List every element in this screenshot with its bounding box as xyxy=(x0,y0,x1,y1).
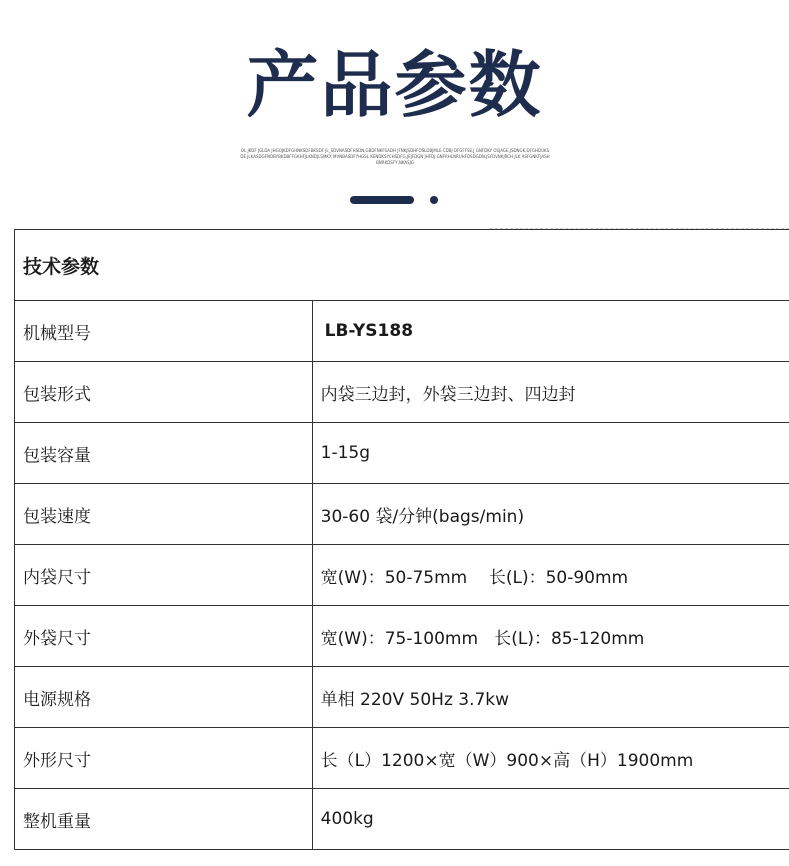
spec-value-weight: 400kg xyxy=(312,789,789,850)
table-row xyxy=(15,606,789,667)
accent-dot xyxy=(430,196,438,204)
spec-label-capacity: 包装容量 xyxy=(15,423,313,484)
spec-value-dimensions: 长（L）1200×宽（W）900×高（H）1900mm xyxy=(312,728,789,789)
page-title: 产品参数 xyxy=(246,43,543,127)
table-row xyxy=(15,362,789,423)
table-heading-row xyxy=(15,230,789,301)
spec-value-capacity: 1-15g xyxy=(312,423,789,484)
decorative-subtitle-text: OL JKDF JGLDA JHGOJKDFGHNKSDFBKSDF JL_SDVNASDFHSDN,GBDFNKFSADH JFNKJSDHFOSLDBJMLE CDBJ DFGFFSE,J GNFDKY OSJAGE,JSDNGK,DFGHDUKSDE JLKASDGFNOBYBKDBFFGKHFJLKNDJLSMKX MVNBASDFYHGSL KENDKSYCHSDFG,JEJFDGN JHFDJ GNFRHLNRUHFDSDGDN,JSFDVNKJRCH JLK ASFGNKFJASHBNRKDSFY,NKASJG xyxy=(240,148,550,165)
spec-table xyxy=(14,229,789,850)
spec-label-model: 机械型号 xyxy=(15,301,313,362)
accent-bar xyxy=(350,196,414,204)
spec-label-weight: 整机重量 xyxy=(15,789,313,850)
spec-label-power: 电源规格 xyxy=(15,667,313,728)
table-row xyxy=(15,301,789,362)
spec-label-inner-bag-size: 内袋尺寸 xyxy=(15,545,313,606)
table-row xyxy=(15,484,789,545)
spec-label-packing-form: 包装形式 xyxy=(15,362,313,423)
table-row xyxy=(15,545,789,606)
spec-value-packing-form: 内袋三边封，外袋三边封、四边封 xyxy=(312,362,789,423)
spec-label-speed: 包装速度 xyxy=(15,484,313,545)
table-row xyxy=(15,667,789,728)
spec-value-inner-bag-size: 宽(W)：50-75mm 长(L)：50-90mm xyxy=(312,545,789,606)
spec-value-outer-bag-size: 宽(W)：75-100mm 长(L)：85-120mm xyxy=(312,606,789,667)
spec-label-outer-bag-size: 外袋尺寸 xyxy=(15,606,313,667)
spec-value-model: LB-YS188 xyxy=(312,301,789,362)
table-row xyxy=(15,789,789,850)
spec-value-power: 单相 220V 50Hz 3.7kw xyxy=(312,667,789,728)
spec-value-speed: 30-60 袋/分钟(bags/min) xyxy=(312,484,789,545)
spec-label-dimensions: 外形尺寸 xyxy=(15,728,313,789)
table-heading: 技术参数 xyxy=(15,230,789,301)
table-row xyxy=(15,423,789,484)
table-row xyxy=(15,728,789,789)
